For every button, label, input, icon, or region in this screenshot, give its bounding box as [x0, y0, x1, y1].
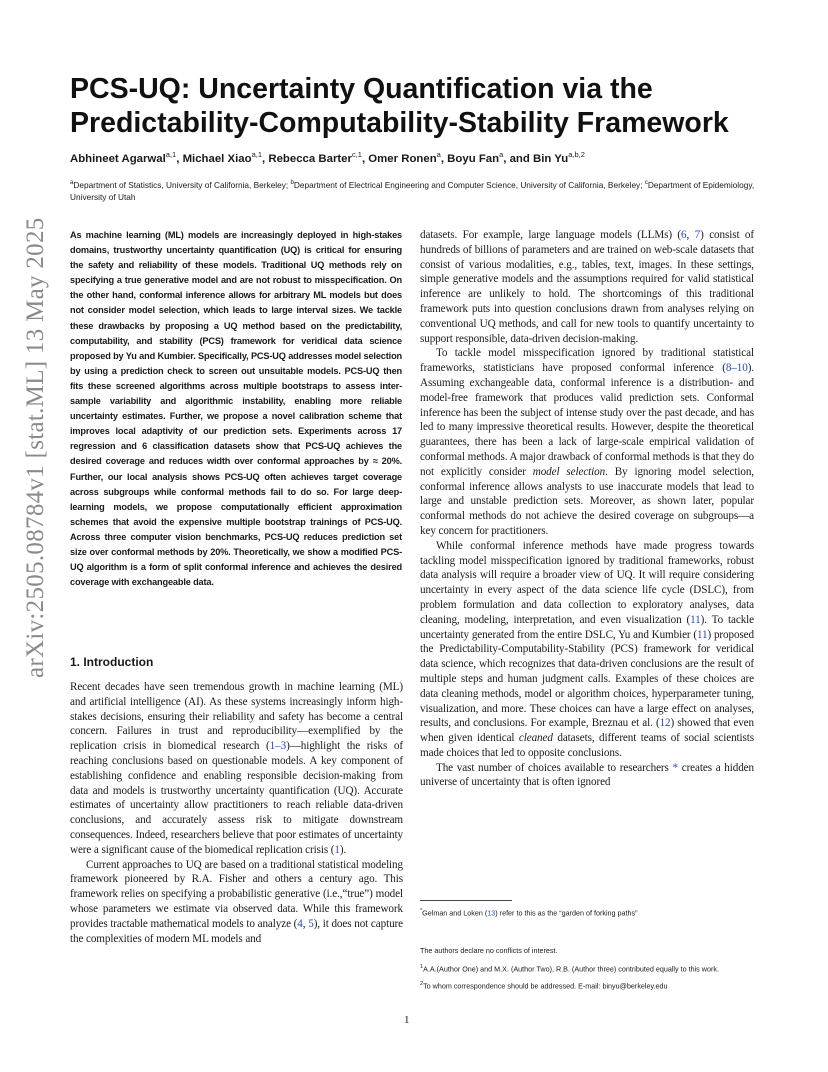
author-name: Boyu Fan [447, 152, 500, 165]
affiliation-text: Department of Epidemiology, University of Utah [70, 179, 755, 202]
text-run: ) proposed the Predictability-Computability-Stability (PCS) framework for veridical data science, which recognizes that data-driven conclusions are the result of multiple steps and human judgment calls. Examples of these choices are data cleaning methods, model or algorithm choices, hyperparameter tuning, visualization, and more. These choices can have a large effect on analyses, results, and conclusions. For example, Breznau et al. ( [420, 628, 754, 730]
citation-link[interactable]: 11 [690, 613, 701, 626]
footnote-marker: 1 [420, 964, 424, 970]
author-affiliation-marker: a [436, 150, 441, 159]
footnote-text: Gelman and Loken ( [422, 908, 488, 918]
text-run: creates a hidden universe of uncertainty that is often ignored [420, 761, 755, 789]
footnote [420, 906, 760, 918]
author-name: Abhineet Agarwal [70, 152, 166, 165]
text-run: )—highlight the risks of reaching conclusions based on questionable models. A key component of establishing confidence and enabling responsible decision-making from data and models is trustworthy uncertainty quantification (UQ). Accurate estimates of uncertainty allow practitioners to reach reliable data-driven conclusions, and accurately assess risk to mitigate downstream consequences. Indeed, researchers believe that poor estimates of uncertainty were a significant cause of the biomedical replication crisis ( [70, 740, 403, 856]
arxiv-stamp: arXiv:2505.08784v1 [stat.ML] 13 May 2025 [22, 217, 49, 678]
text-run: datasets. For example, large language models (LLMs) ( [420, 229, 682, 241]
author-list: Abhineet Agarwal$^{a,1}$, Michael Xiao$^{a,1}$, Rebecca Barter$^{c,1}$, Omer Ronen$^a$, Boyu Fan$^a$, and Bin Yu$^{a,b,2}$ [70, 150, 585, 165]
citation-link[interactable]: 13 [487, 908, 496, 918]
footnote-rule [420, 900, 512, 901]
affiliation-marker: c [644, 180, 648, 186]
citation-link[interactable]: 11 [696, 628, 708, 641]
text-run: While conformal inference methods have made progress towards tackling model misspecification ignored by traditional frameworks, robust data analysis will require a broader view of UQ. It will require considering uncertainty in every aspect of the data science life cycle (DSLC), from problem formulation and data collection to exploratory analyses, data cleaning, modeling, interpretation, and even visualization ( [420, 539, 754, 626]
paragraph [420, 539, 754, 761]
author-name: Rebecca Barter [268, 152, 352, 165]
text-run: The vast number of choices available to researchers [436, 761, 673, 774]
affiliation-text: Department of Statistics, University of California, Berkeley; [73, 179, 291, 190]
section-heading-introduction: 1. Introduction [70, 655, 154, 669]
citation-link[interactable]: 8–10 [725, 362, 748, 375]
text-run: Recent decades have seen tremendous growth in machine learning (ML) and artificial intelligence (AI). As these systems increasingly inform high-stakes decisions, ensuring their reliability and safety has become a central concern. Failures in trust and reproducibility—exemplified by the replication crisis in biomedical research ( [70, 681, 403, 753]
text-run: , [302, 917, 309, 930]
paragraph [70, 680, 403, 858]
author-name: Michael Xiao [182, 152, 252, 165]
author-affiliation-marker: c,1 [351, 150, 362, 159]
text-run: ). Assuming exchangeable data, conformal inference is a distribution- and model-free framework that produces valid prediction sets. Conformal inference has been the subject of intense study over the past decade, and has led to many impressive theoretical results. However, despite the theoretical guarantees, there has been a lack of large-scale empirical validation of conformal methods. A major drawback of conformal methods is that they do not explicitly consider [420, 362, 754, 478]
citation-link[interactable]: 12 [659, 717, 671, 730]
text-run: ). To tackle uncertainty generated from the entire DSLC, Yu and Kumbier ( [420, 613, 755, 641]
paragraph [420, 228, 754, 346]
page-number: 1 [404, 1014, 410, 1026]
emphasis-text: model selection [532, 465, 606, 478]
author-name: Bin Yu [533, 152, 569, 165]
footnote-text: To whom correspondence should be addressed. E-mail: binyu@berkeley.edu [423, 981, 668, 991]
citation-link[interactable]: 4 [297, 917, 303, 930]
footnote-text: The authors declare no conflicts of interest. [420, 946, 558, 955]
footnote-text: ) refer to this as the “garden of forking paths” [495, 908, 638, 918]
emphasis-text: cleaned [518, 732, 553, 745]
paragraph [70, 858, 403, 947]
affiliation-marker: b [290, 180, 294, 186]
abstract: As machine learning (ML) models are increasingly deployed in high-stakes domains, trustworthy uncertainty quantification (UQ) is critical for ensuring the safety and reliability of these models. Traditional UQ methods rely on specifying a true generative model and are not robust to misspecification. On the other hand, conformal inference allows for arbitrary ML models but does not consider model selection, which leads to large interval sizes. We tackle these drawbacks by proposing a UQ method based on the predictability, computability, and stability (PCS) framework for veridical data science proposed by Yu and Kumbier. Specifically, PCS-UQ addresses model selection by using a prediction check to screen out unsuitable models. PCS-UQ then fits these screened algorithms across multiple bootstraps to assess inter-sample variability and algorithmic instability, enabling more reliable uncertainty estimates. Further, we propose a novel calibration scheme that improves local adaptivity of our prediction sets. Experiments across 17 regression and 6 classification datasets show that PCS-UQ achieves the desired coverage and reduces width over conformal approaches by ≈ 20%. Further, our local analysis shows PCS-UQ often achieves target coverage across subgroups while conformal methods fail to do so. For large deep-learning models, we propose computationally efficient approximation schemes that avoid the expensive multiple bootstrap trainings of PCS-UQ. Across three computer vision benchmarks, PCS-UQ reduces prediction set size over conformal methods by 20%. Theoretically, we show a modified PCS-UQ algorithm is a form of split conformal inference and achieves the desired coverage with exchangeable data. [70, 230, 402, 588]
footnote [420, 946, 760, 956]
footnote-marker: 2 [420, 981, 424, 987]
author-affiliation-marker: a,1 [165, 150, 177, 159]
paper-title: PCS-UQ: Uncertainty Quantification via the Predictability-Computability-Stability Framework [70, 73, 729, 139]
text-run: To tackle model misspecification ignored by traditional statistical frameworks, statisticians have proposed conformal inference ( [420, 347, 754, 375]
paragraph [420, 346, 754, 538]
right-column-text [420, 228, 754, 790]
author-name: Omer Ronen [368, 152, 437, 165]
introduction-text [70, 680, 403, 946]
citation-link[interactable]: * [672, 761, 678, 774]
text-run: ). [339, 843, 347, 856]
author-affiliation-marker: a [499, 150, 504, 159]
paragraph [420, 761, 754, 791]
abstract-column [70, 228, 402, 590]
citation-link[interactable]: 7 [694, 229, 701, 241]
footnote-marker: * [420, 908, 423, 914]
author-affiliation-marker: a,b,2 [568, 150, 585, 159]
text-run: . By ignoring model selection, conformal inference allows analysts to use inaccurate models that lead to large and unstable prediction sets. Moreover, as shown later, popular conformal methods do not achieve the desired coverage on subgroups—a key concern for practitioners. [420, 465, 754, 537]
text-run: ) showed that even when given identical [420, 717, 754, 745]
footnote-text: A.A.(Author One) and M.X. (Author Two), R.B. (Author three) contributed equally to this work. [423, 964, 719, 974]
text-run: datasets, different teams of social scientists made choices that led to opposite conclusions. [420, 732, 754, 759]
citation-link[interactable]: 6 [681, 229, 687, 241]
footnote [420, 962, 760, 974]
text-run: ), it does not capture the complexities of modern ML models and [70, 917, 403, 945]
citation-link[interactable]: 1–3 [269, 740, 287, 753]
citation-link[interactable]: 1 [334, 843, 340, 856]
citation-link[interactable]: 5 [308, 917, 314, 930]
text-run: Current approaches to UQ are based on a traditional statistical modeling framework pioneered by R.A. Fisher and others a century ago. This framework relies on specifying a probabilistic generative (i.e.,“true”) model whose parameters we estimate via observed data. While this framework provides tractable mathematical models to analyze ( [70, 858, 403, 930]
affiliation-text: Department of Electrical Engineering and Computer Science, University of California, Berkeley; [293, 179, 645, 190]
affiliation-marker: a [70, 180, 74, 186]
text-run: , [686, 229, 695, 241]
affiliations [70, 177, 770, 203]
text-run: ) consist of hundreds of billions of parameters and are trained on web-scale datasets that consist of various modalities, e.g., tables, text, images. In these settings, simple generative models and the assumptions required for valid statistical inference are unlikely to hold. The shortcomings of this traditional framework puts into question conclusions drawn from analyses relying on conventional UQ methods, and call for new tools to quantify uncertainty to support responsible, data-driven decision-making. [420, 229, 754, 345]
author-affiliation-marker: a,1 [251, 150, 263, 159]
footnote [420, 979, 760, 991]
